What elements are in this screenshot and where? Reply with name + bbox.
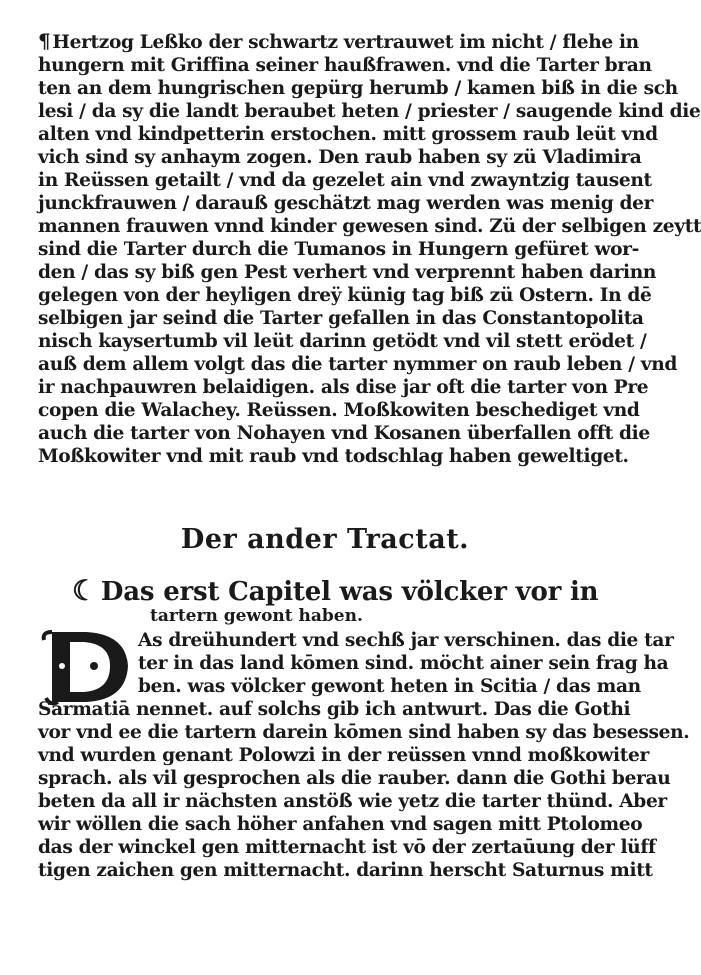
- paragraph-2: [38, 629, 690, 882]
- text-line: ter in das land kōmen sind. möcht ainer sein frag ha: [138, 653, 669, 674]
- text-line: wir wöllen die sach höher anfahen vnd sagen mitt Ptolomeo: [38, 814, 643, 835]
- chapter-title-text: Das erst Capitel was völcker vor in: [100, 577, 599, 607]
- chapter-title: [72, 574, 612, 607]
- text-line: hungern mit Griffina seiner haußfrawen. vnd die Tarter bran: [38, 55, 652, 76]
- text-line: Moßkowiter vnd mit raub vnd todschlag haben geweltiget.: [38, 446, 629, 467]
- text-line: alten vnd kindpetterin erstochen. mitt grossem raub leüt vnd: [38, 124, 658, 145]
- text-line: vich sind sy anhaym zogen. Den raub haben sy zü Vladimira: [38, 147, 642, 168]
- text-line: junckfrauwen / darauß geschätzt mag werden was menig der: [38, 193, 654, 214]
- text-line: auß dem allem volgt das die tarter nymmer on raub leben / vnd: [38, 354, 678, 375]
- paragraph-1: [38, 29, 701, 468]
- text-line: ben. was völcker gewont heten in Scitia / das man: [138, 676, 641, 697]
- text-line: lesi / da sy die landt beraubet heten / priester / saugende kind die: [38, 101, 701, 122]
- text-line: As dreühundert vnd sechß jar verschinen. das die tar: [138, 630, 674, 651]
- text-line: tigen zaichen gen mitternacht. darinn herscht Saturnus mitt: [38, 860, 653, 881]
- text-line: den / das sy biß gen Pest verhert vnd verprennt haben darinn: [38, 262, 657, 283]
- section-heading: Der ander Tractat.: [180, 524, 470, 555]
- text-line: vor vnd ee die tartern darein kōmen sind haben sy das besessen.: [38, 722, 690, 743]
- text-line: ten an dem hungrischen gepürg herumb / kamen biß in die sch: [38, 78, 678, 99]
- chapter-mark-icon: ☾: [72, 574, 97, 607]
- text-line: auch die tarter von Nohayen vnd Kosanen überfallen offt die: [38, 423, 650, 444]
- text-line: sind die Tarter durch die Tumanos in Hungern gefüret wor-: [38, 239, 639, 260]
- pilcrow-icon: ¶: [38, 29, 51, 53]
- text-line: beten da all ir nächsten anstöß wie yetz die tarter thünd. Aber: [38, 791, 667, 812]
- chapter-subtitle: tartern gewont haben.: [150, 606, 363, 626]
- text-line: mannen frauwen vnnd kinder gewesen sind. Zü der selbigen zeytt: [38, 216, 701, 237]
- text-line: vnd wurden genant Polowzi in der reüssen vnnd moßkowiter: [38, 745, 649, 766]
- text-line: nisch kaysertumb vil leüt darinn getödt vnd vil stett erödet /: [38, 331, 647, 352]
- text-line: gelegen von der heyligen dreÿ künig tag biß zü Ostern. In dē: [38, 285, 652, 306]
- text-line: copen die Walachey. Reüssen. Moßkowiten beschediget vnd: [38, 400, 640, 421]
- text-line: selbigen jar seind die Tarter gefallen in das Constantopolita: [38, 308, 644, 329]
- text-line: in Reüssen getailt / vnd da gezelet ain vnd zwayntzig tausent: [38, 170, 652, 191]
- text-line: sprach. als vil gesprochen als die rauber. dann die Gothi berau: [38, 768, 671, 789]
- text-line: Sarmatiā nennet. auf solchs gib ich antwurt. Das die Gothi: [38, 699, 631, 720]
- text-line: [38, 29, 639, 54]
- text-line: ir nachpauwren belaidigen. als dise jar oft die tarter von Pre: [38, 377, 649, 398]
- text-line: das der winckel gen mitternacht ist vō der zertaūung der lüff: [38, 837, 656, 858]
- text-line-content: Hertzog Leßko der schwartz vertrauwet im nicht / flehe in: [52, 32, 639, 53]
